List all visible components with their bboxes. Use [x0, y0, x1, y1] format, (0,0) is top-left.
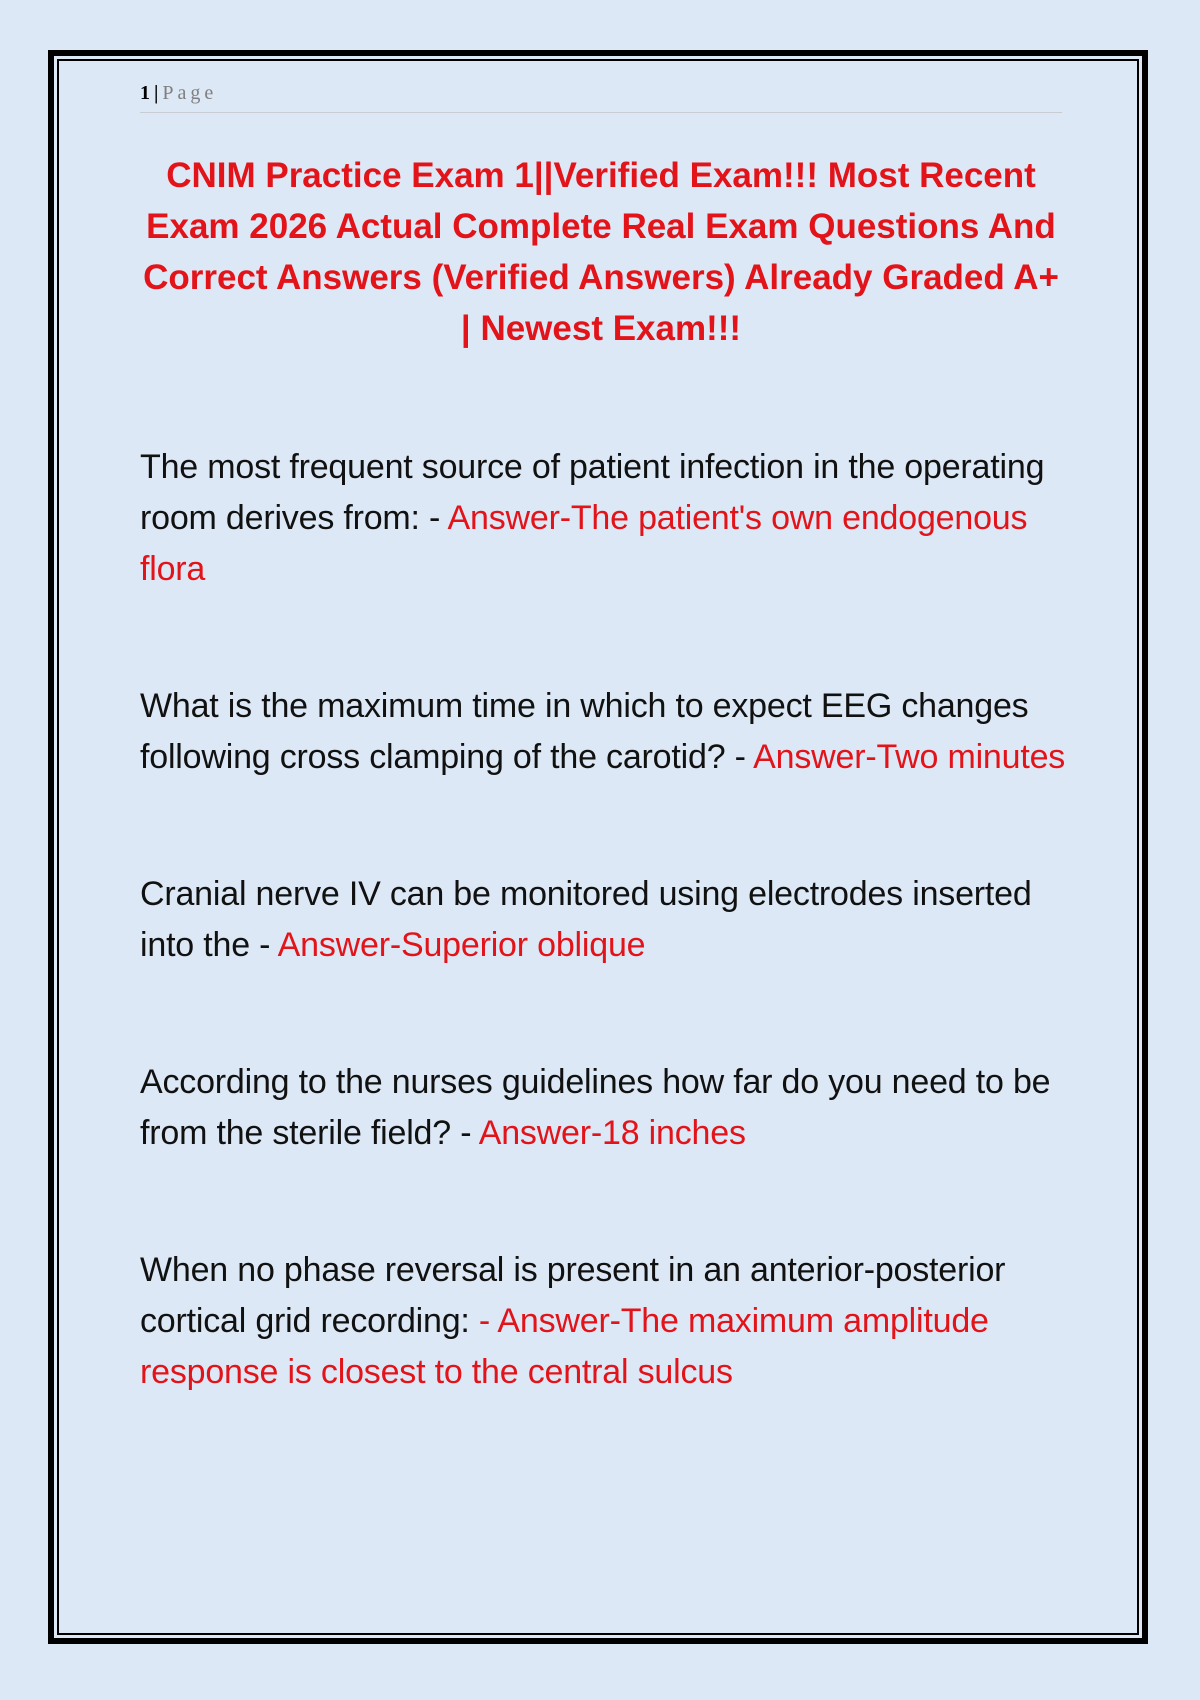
answer-text: - Answer-The maximum amplitude response is closest to the central sulcus [140, 1302, 989, 1391]
answer-text: Answer-Superior oblique [277, 926, 646, 964]
question-text: When no phase reversal is present in an anterior-posterior cortical grid recording: [140, 1251, 1006, 1340]
page-header [140, 80, 1062, 113]
question-text: According to the nurses guidelines how far do you need to be from the sterile field? - [140, 1063, 1051, 1152]
answer-text: Answer-18 inches [478, 1114, 746, 1152]
answer-text: Answer-The patient's own endogenous flora [140, 499, 1028, 588]
page-separator: | [154, 82, 159, 104]
page-number: 1 [140, 82, 150, 104]
question-text: Cranial nerve IV can be monitored using electrodes inserted into the - [140, 875, 1032, 964]
answer-text: Answer-Two minutes [753, 738, 1066, 776]
qa-item [140, 681, 1070, 783]
document-title: CNIM Practice Exam 1||Verified Exam!!! Most Recent Exam 2026 Actual Complete Real Exam Questions And Correct Answers (Verified Answers) Already Graded A+ | Newest Exam!!! [143, 156, 1059, 348]
question-text: What is the maximum time in which to expect EEG changes following cross clamping of the carotid? - [140, 687, 1029, 776]
question-text: The most frequent source of patient infection in the operating room derives from: - [140, 448, 1045, 537]
page-label: Page [162, 82, 218, 104]
qa-item [140, 1057, 1070, 1159]
qa-item [140, 869, 1070, 971]
qa-item [140, 1245, 1070, 1398]
qa-list [140, 442, 1070, 1398]
qa-item [140, 442, 1070, 595]
